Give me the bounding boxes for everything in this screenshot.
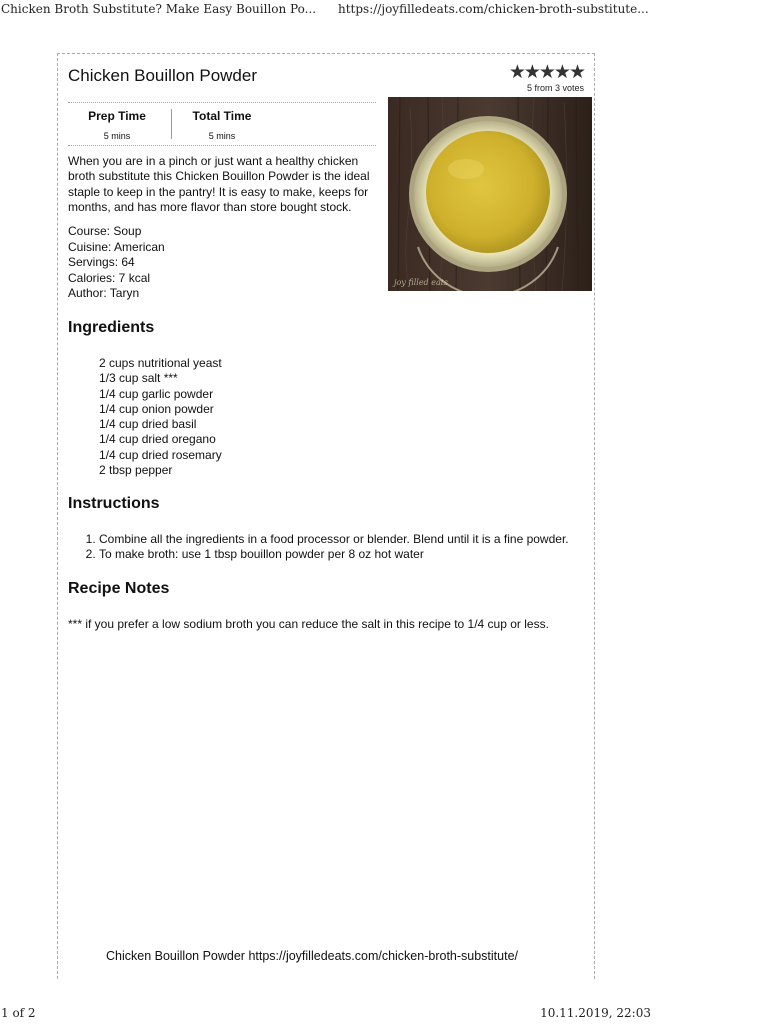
recipe-description: When you are in a pinch or just want a healthy chicken broth substitute this Chicken Bouillon Powder is the ideal staple to keep in the pantry! It is easy to make, keeps for months, and has more flavor than store bought stock. <box>68 154 370 214</box>
list-item: 1/4 cup dried oregano <box>99 432 216 447</box>
list-item: 1/4 cup onion powder <box>99 401 214 416</box>
source-link[interactable]: Chicken Bouillon Powder https://joyfilledeats.com/chicken-broth-substitute/ <box>106 949 519 963</box>
recipe-meta <box>68 224 165 302</box>
list-item: 1/3 cup salt *** <box>99 371 178 386</box>
total-time-label: Total Time <box>192 109 252 123</box>
list-item: 1. Combine all the ingredients in a food processor or blender. Blend until it is a fine powder. <box>99 532 569 547</box>
meta-calories: Calories: 7 kcal <box>68 270 151 285</box>
total-time-value: 5 mins <box>208 131 236 141</box>
notes-heading: Recipe Notes <box>68 580 170 597</box>
list-item: 1/4 cup garlic powder <box>99 386 214 401</box>
print-header <box>0 0 768 20</box>
prep-time-value: 5 mins <box>103 131 131 141</box>
recipe-times <box>68 102 376 146</box>
page-url: https://joyfilledeats.com/chicken-broth-substitute... <box>338 2 649 16</box>
print-datetime: 10.11.2019, 22:03 <box>540 1006 651 1020</box>
meta-course: Course: Soup <box>68 224 142 238</box>
instructions-heading: Instructions <box>68 495 160 512</box>
ingredients-list <box>99 356 222 478</box>
page-title: Chicken Broth Substitute? Make Easy Bouillon Po... <box>1 2 317 16</box>
time-divider <box>171 109 172 139</box>
recipe-rating <box>509 64 584 93</box>
meta-servings: Servings: 64 <box>68 255 135 269</box>
instructions-list <box>99 532 569 563</box>
ingredients-heading: Ingredients <box>68 319 155 336</box>
meta-author: Author: Taryn <box>68 286 140 300</box>
list-item: 2 tbsp pepper <box>99 463 173 478</box>
total-time <box>184 109 260 141</box>
bouillon-jar-image <box>388 97 592 291</box>
print-footer <box>0 1002 768 1024</box>
star-rating-icon[interactable]: ★★★★★ <box>508 62 584 83</box>
prep-time <box>82 109 152 141</box>
recipe-card <box>57 53 595 979</box>
list-item: 1/4 cup dried rosemary <box>99 447 222 462</box>
photo-watermark: joy filled eats <box>394 278 449 287</box>
prep-time-label: Prep Time <box>88 109 146 123</box>
meta-cuisine: Cuisine: American <box>68 239 165 254</box>
recipe-title: Chicken Bouillon Powder <box>68 66 257 85</box>
list-item: 2 cups nutritional yeast <box>99 356 222 370</box>
list-item: 1/4 cup dried basil <box>99 417 197 432</box>
recipe-photo <box>388 97 592 291</box>
rating-votes: 5 from 3 votes <box>526 83 584 93</box>
recipe-notes: *** if you prefer a low sodium broth you can reduce the salt in this recipe to 1/4 cup or less. <box>68 617 549 631</box>
list-item: 2. To make broth: use 1 tbsp bouillon powder per 8 oz hot water <box>99 547 569 562</box>
page-indicator: 1 of 2 <box>1 1006 36 1020</box>
